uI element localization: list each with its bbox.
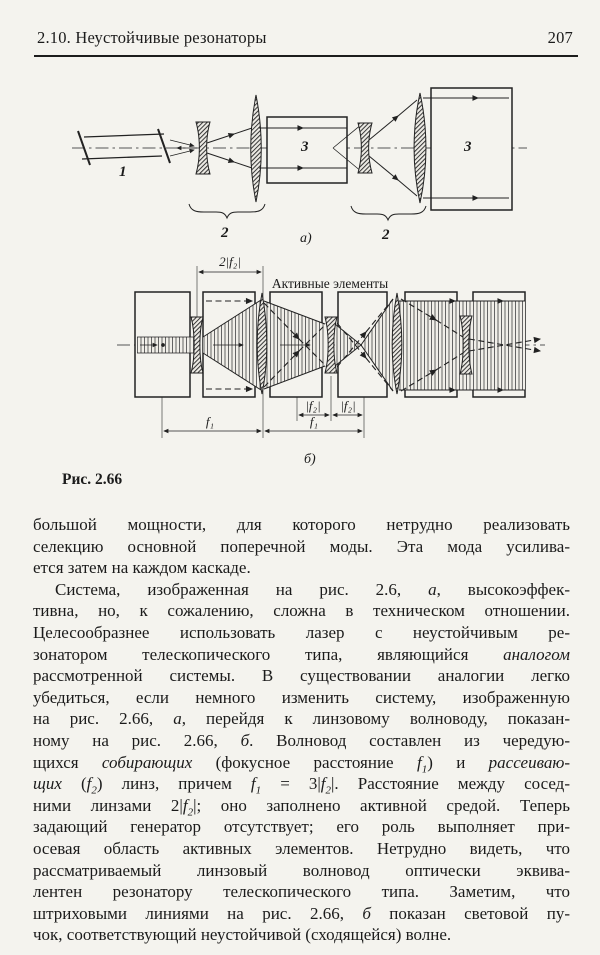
text-line: лентен резонатору телескопического типа. Заметим, что	[33, 882, 570, 902]
text-line: щих $(f_2)$ линз, причем $f_1 = 3|f_2|$. Расстояние между сосед-	[33, 774, 570, 797]
label-telescope-2: 2	[221, 225, 229, 241]
text-line: задающий генератор отсутствует; его роль выполняет при-	[33, 817, 570, 837]
text-line: рассматриваемый линзовый волновод оптически эквива-	[33, 860, 570, 880]
amplifier-box-a2	[431, 88, 512, 210]
text-line: ется затем на каждом каскаде.	[33, 558, 251, 578]
text-line: щихся собирающих (фокусное расстояние $f_1$) и рассеиваю-	[33, 752, 570, 775]
label-amplifier-3: 3	[301, 139, 309, 155]
converging-lens-a2	[414, 93, 426, 203]
text-line: тивна, но, к сожалению, сложна в техническом отношении.	[33, 601, 570, 621]
label-active-elements: Активные элементы	[271, 276, 389, 291]
label-resonator-1: 1	[119, 164, 127, 180]
text-line: чок, соответствующий неустойчивой (сходящейся) волне.	[33, 925, 452, 945]
label-f2-right: |f₂|	[340, 398, 356, 413]
text-line: ному на рис. 2.66, б. Волновод составлен из чередую-	[33, 730, 570, 750]
text-line: зонатором телескопического типа, являющийся аналогом	[33, 644, 570, 664]
body-text	[33, 514, 570, 946]
text-line: убедиться, если немного изменить систему, изображенную	[33, 687, 570, 707]
brace-telescope-2	[351, 206, 426, 220]
label-f2-left: |f₂|	[305, 398, 321, 413]
master-oscillator	[78, 129, 170, 165]
text-line: Система, изображенная на рис. 2.6, а, высокоэффек-	[55, 579, 570, 599]
label-subfigure-b: б)	[304, 452, 316, 467]
text-line: ними линзами $2|f_2|$; оно заполнено активной средой. Теперь	[33, 795, 571, 819]
text-line: рассмотренной системы. В существовании аналогии легко	[33, 666, 570, 686]
text-line: Целесообразнее использовать лазер с неустойчивым ре-	[33, 622, 570, 642]
figure-caption: Рис. 2.66	[62, 471, 123, 488]
diagram-b	[117, 254, 545, 467]
label-telescope-2b: 2	[382, 227, 390, 243]
text-line: осевая область активных элементов. Нетрудно видеть, что	[33, 838, 570, 858]
text-line: на рис. 2.66, а, перейдя к линзовому волноводу, показан-	[33, 709, 570, 729]
page-number: 207	[547, 28, 573, 47]
text-line: большой мощности, для которого нетрудно реализовать	[33, 515, 570, 534]
label-subfigure-a: а)	[300, 231, 312, 246]
brace-telescope-1	[189, 204, 265, 218]
label-amplifier-3b: 3	[464, 139, 472, 155]
text-line: селекцию основной поперечной моды. Эта мода усилива-	[33, 536, 570, 556]
section-title: 2.10. Неустойчивые резонаторы	[37, 28, 267, 47]
label-f1-left: f₁	[205, 414, 215, 429]
text-line: штриховыми линиями на рис. 2.66, б показан световой пу-	[33, 903, 570, 923]
diagram-a	[72, 88, 527, 246]
label-2f2: 2|f₂|	[219, 254, 241, 269]
converging-lens-a1	[251, 95, 262, 202]
label-f1-right: f₁	[309, 414, 319, 429]
